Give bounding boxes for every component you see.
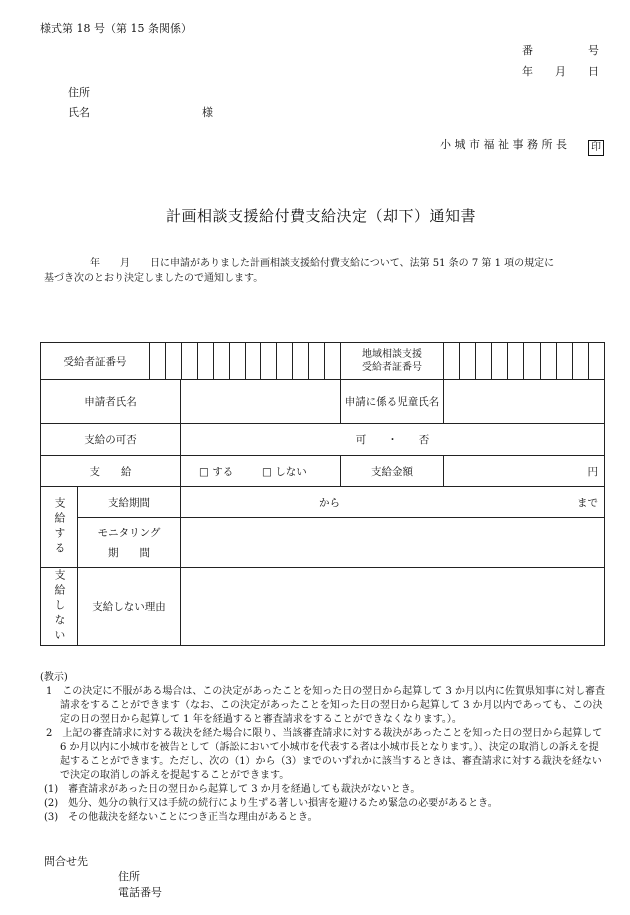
regional-number-boxes[interactable]: [444, 343, 605, 380]
instructions: [40, 671, 606, 825]
payment-label: 支 給: [41, 456, 181, 487]
date-label: 年 月 日: [522, 65, 599, 78]
instruction-item-1: 1 この決定に不服がある場合は、この決定があったことを知った日の翌日から起算して 3 か月以内に佐賀県知事に対し審査請求をすることができます（なお、この決定があったことを知った日の翌日から起算して 3 か月以内であっても、この決定の日の翌日から起算して 1 年を経過すると審査請求をすることができなくなります。）。: [46, 686, 605, 725]
form-number: 様式第 18 号（第 15 条関係）: [40, 22, 192, 35]
seal-mark: [588, 135, 604, 156]
nopay-section-label: 支給しない: [41, 568, 78, 646]
instruction-item-2: 2 上記の審査請求に対する裁決を経た場合に限り、当該審査請求に対する裁決があったことを知った日の翌日から起算して 6 か月以内に小城市を被告として（訴訟において小城市を代表する者は小城市長となります。）、決定の取消しの訴えを提起することができます。ただし、次の（1）から（3）までのいずれかに該当するときは、審査請求に対する裁決を経ないで決定の取消しの訴えを提起することができます。: [46, 728, 603, 781]
contact-label: 問合せ先: [44, 855, 88, 868]
document-number-label: 番 号: [522, 44, 599, 57]
regional-recipient-label: 地域相談支援 受給者証番号: [341, 343, 444, 380]
period-field[interactable]: [181, 487, 605, 518]
applicant-name-field[interactable]: [181, 380, 341, 424]
child-name-label: 申請に係る児童氏名: [341, 380, 444, 424]
period-to: まで: [577, 496, 598, 509]
monitoring-field[interactable]: [181, 518, 605, 568]
payment-options: [181, 456, 341, 487]
contact-phone-label: 電話番号: [118, 886, 162, 899]
recipient-number-label: 受給者証番号: [41, 343, 150, 380]
instruction-sub-2: (2) 処分、処分の執行又は手続の続行により生ずる著しい損害を避けるため緊急の必要があるとき。: [44, 798, 498, 809]
period-label: 支給期間: [78, 487, 181, 518]
option-no-checkbox[interactable]: □ しない: [261, 465, 307, 478]
address-label: 住所: [68, 86, 90, 99]
decision-table: [40, 342, 605, 646]
instruction-sub-3: (3) その他裁決を経ないことにつき正当な理由があるとき。: [44, 812, 318, 823]
contact-address-label: 住所: [118, 870, 140, 883]
nopay-reason-field[interactable]: [181, 568, 605, 646]
intro-line-2: 基づき次のとおり決定しましたので通知します。: [44, 273, 264, 284]
honorific: 様: [202, 106, 213, 119]
nopay-reason-label: 支給しない理由: [78, 568, 181, 646]
yen-unit: 円: [587, 465, 598, 478]
approval-value[interactable]: 可 ・ 否: [181, 424, 605, 456]
amount-field[interactable]: [444, 456, 605, 487]
instructions-heading: (教示): [40, 672, 68, 683]
issuer-name: 小 城 市 福 祉 事 務 所 長: [440, 138, 567, 151]
period-from: から: [319, 496, 340, 509]
seal-text: 印: [588, 140, 604, 156]
approval-label: 支給の可否: [41, 424, 181, 456]
option-yes-checkbox[interactable]: □ する: [199, 465, 234, 478]
amount-label: 支給金額: [341, 456, 444, 487]
name-label: 氏名: [68, 106, 90, 119]
pay-section-label: 支給する: [41, 487, 78, 568]
monitoring-label: モニタリング 期 間: [78, 518, 181, 568]
intro-line-1: 年 月 日に申請がありました計画相談支援給付費支給について、法第 51 条の 7 第 1 項の規定に: [90, 258, 555, 269]
page-title: 計画相談支援給付費支給決定（却下）通知書: [166, 207, 477, 225]
child-name-field[interactable]: [444, 380, 605, 424]
applicant-name-label: 申請者氏名: [41, 380, 181, 424]
instruction-sub-1: (1) 審査請求があった日の翌日から起算して 3 か月を経過しても裁決がないとき。: [44, 784, 421, 795]
recipient-number-boxes[interactable]: [150, 343, 341, 380]
